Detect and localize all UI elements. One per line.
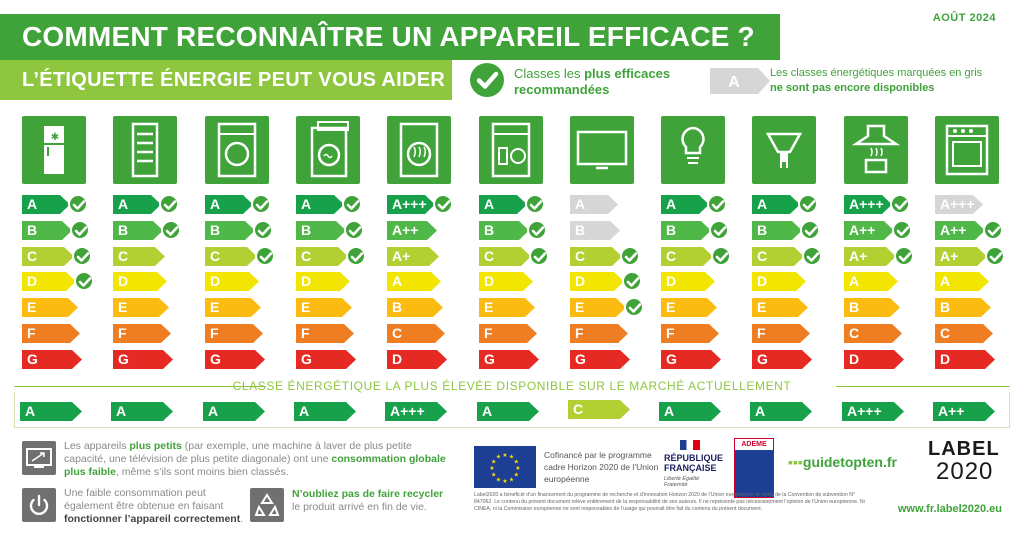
energy-class-bar xyxy=(113,272,167,291)
energy-class-bar xyxy=(296,324,354,343)
energy-class-bar xyxy=(387,195,435,214)
check-icon xyxy=(622,271,642,291)
energy-class-bar xyxy=(22,350,82,369)
check-icon xyxy=(161,220,181,240)
energy-class-label: A xyxy=(666,196,677,212)
washing-machine-icon xyxy=(205,116,269,184)
energy-class-label: C xyxy=(301,248,312,264)
check-icon xyxy=(529,246,549,266)
light-bulb-icon xyxy=(661,116,725,184)
energy-class-label: F xyxy=(757,325,766,341)
energy-class-label: B xyxy=(27,222,38,238)
energy-class-label: C xyxy=(849,325,860,341)
energy-class-bar xyxy=(661,221,711,240)
energy-class-label: F xyxy=(666,325,675,341)
tip-recycle: N’oubliez pas de faire recycler le produit arrivé en fin de vie. xyxy=(292,488,444,513)
check-icon xyxy=(525,194,545,214)
energy-class-bar xyxy=(387,350,447,369)
energy-class-label: C xyxy=(484,248,495,264)
energy-class-bar xyxy=(22,221,72,240)
check-icon xyxy=(344,220,364,240)
energy-class-label: C xyxy=(575,248,586,264)
energy-class-bar xyxy=(661,298,717,317)
energy-class-label: D xyxy=(392,351,403,367)
page-subtitle: L’ÉTIQUETTE ÉNERGIE PEUT VOUS AIDER xyxy=(0,60,452,100)
energy-class-bar xyxy=(387,272,441,291)
energy-class-bar xyxy=(296,350,356,369)
market-class-label: A xyxy=(664,403,675,419)
energy-class-label: A xyxy=(849,273,860,289)
eu-star: ★ xyxy=(502,453,508,459)
energy-class-label: E xyxy=(757,299,767,315)
energy-class-bar xyxy=(844,324,902,343)
check-icon xyxy=(800,220,820,240)
energy-class-bar xyxy=(205,350,265,369)
energy-class-bar xyxy=(296,298,352,317)
energy-class-bar xyxy=(205,298,261,317)
energy-class-label: G xyxy=(757,351,768,367)
check-icon xyxy=(346,246,366,266)
energy-class-label: E xyxy=(301,299,311,315)
tumble-dryer-icon xyxy=(387,116,451,184)
energy-class-label: C xyxy=(210,248,221,264)
energy-class-label: G xyxy=(666,351,677,367)
energy-class-bar xyxy=(479,272,533,291)
check-icon xyxy=(892,220,912,240)
date-label: AOÛT 2024 xyxy=(932,12,996,24)
market-class-label: A+++ xyxy=(390,403,425,419)
tip-smaller-appliances: Les appareils plus petits (par exemple, une machine à laver de plus petite capacité, une télévision de plus petite diagonale) ont une consommation globale plus faible, même s’ils sont moins bien classés. xyxy=(64,440,446,478)
eu-star: ★ xyxy=(515,466,521,472)
range-hood-icon xyxy=(844,116,908,184)
energy-class-bar xyxy=(935,298,991,317)
energy-class-label: F xyxy=(484,325,493,341)
wine-cooler-icon xyxy=(113,116,177,184)
energy-class-bar xyxy=(296,221,346,240)
energy-class-bar xyxy=(479,350,539,369)
energy-class-label: E xyxy=(210,299,220,315)
energy-class-label: B xyxy=(301,222,312,238)
website-link[interactable]: www.fr.label2020.eu xyxy=(897,503,1002,515)
energy-class-label: B xyxy=(940,299,951,315)
market-class-bar xyxy=(659,402,721,421)
check-icon xyxy=(894,246,914,266)
guidetopten-logo[interactable]: ▪▪▪guidetopten.fr xyxy=(788,454,897,470)
legend-unavailable: Les classes énergétiques marquées en gris ne sont pas encore disponibles xyxy=(770,67,983,94)
market-class-bar xyxy=(477,402,539,421)
check-icon xyxy=(255,246,275,266)
energy-class-label: E xyxy=(666,299,676,315)
check-icon xyxy=(470,63,504,97)
check-icon xyxy=(707,194,727,214)
legend-efficient: Classes les plus efficaces recommandées xyxy=(514,66,671,97)
energy-class-bar xyxy=(296,195,344,214)
energy-class-bar xyxy=(570,247,622,266)
energy-class-bar xyxy=(570,298,626,317)
energy-class-label: F xyxy=(118,325,127,341)
svg-text:✱: ✱ xyxy=(50,132,60,143)
energy-class-bar xyxy=(205,221,255,240)
energy-class-bar xyxy=(479,247,531,266)
check-icon xyxy=(802,246,822,266)
energy-class-label: A xyxy=(301,196,312,212)
energy-class-bar xyxy=(661,195,709,214)
energy-class-label: C xyxy=(118,248,129,264)
energy-class-bar xyxy=(22,247,74,266)
energy-class-bar xyxy=(935,324,993,343)
market-class-bar xyxy=(294,402,356,421)
energy-class-label: D xyxy=(484,273,495,289)
energy-class-label: G xyxy=(484,351,495,367)
energy-class-label: B xyxy=(484,222,495,238)
energy-class-bar xyxy=(844,272,898,291)
energy-class-bar xyxy=(752,195,800,214)
energy-class-label: C xyxy=(757,248,768,264)
check-icon xyxy=(251,194,271,214)
energy-class-bar xyxy=(113,298,169,317)
energy-class-bar xyxy=(752,221,802,240)
energy-class-label: F xyxy=(27,325,36,341)
energy-class-bar xyxy=(844,350,904,369)
market-class-bar xyxy=(385,402,447,421)
energy-class-label: G xyxy=(301,351,312,367)
market-class-label: C xyxy=(573,401,584,417)
energy-class-bar xyxy=(935,195,983,214)
check-icon xyxy=(527,220,547,240)
energy-class-bar xyxy=(661,350,721,369)
energy-class-bar xyxy=(844,195,892,214)
check-icon xyxy=(624,297,644,317)
energy-class-bar xyxy=(844,298,900,317)
energy-class-label: D xyxy=(27,273,38,289)
market-class-bar xyxy=(750,402,812,421)
energy-class-label: D xyxy=(575,273,586,289)
energy-class-label: A+++ xyxy=(849,196,884,212)
energy-class-bar xyxy=(22,324,80,343)
energy-class-label: A+ xyxy=(940,248,959,264)
market-class-label: A xyxy=(755,403,766,419)
eu-star: ★ xyxy=(508,477,515,484)
dishwasher-icon xyxy=(479,116,543,184)
eu-star: ★ xyxy=(502,479,508,485)
refrigerator-icon xyxy=(22,116,86,184)
energy-class-bar xyxy=(113,195,161,214)
eu-star: ★ xyxy=(508,454,515,461)
check-icon xyxy=(983,220,1003,240)
energy-class-label: D xyxy=(757,273,768,289)
energy-class-bar xyxy=(387,247,439,266)
market-caption: CLASSE ÉNERGÉTIQUE LA PLUS ÉLEVÉE DISPONIBLE SUR LE MARCHÉ ACTUELLEMENT xyxy=(232,379,792,393)
energy-class-bar xyxy=(752,272,806,291)
energy-class-label: D xyxy=(940,351,951,367)
energy-class-bar xyxy=(205,247,257,266)
energy-class-bar xyxy=(296,272,350,291)
energy-class-label: A++ xyxy=(392,222,419,238)
eu-star: ★ xyxy=(495,477,502,484)
energy-class-label: A xyxy=(210,196,221,212)
market-class-label: A xyxy=(299,403,310,419)
screen-size-icon xyxy=(22,441,56,475)
energy-class-bar xyxy=(479,195,527,214)
eu-star: ★ xyxy=(513,459,519,466)
energy-class-bar xyxy=(479,324,537,343)
check-icon xyxy=(620,246,640,266)
energy-class-bar xyxy=(113,221,163,240)
check-icon xyxy=(798,194,818,214)
eu-star: ★ xyxy=(495,454,502,461)
energy-class-bar xyxy=(22,195,70,214)
energy-class-bar xyxy=(661,247,713,266)
energy-class-label: A xyxy=(27,196,38,212)
energy-class-bar xyxy=(387,298,443,317)
svg-text:A: A xyxy=(728,74,740,91)
energy-class-label: B xyxy=(575,222,586,238)
check-icon xyxy=(68,194,88,214)
energy-class-label: G xyxy=(210,351,221,367)
energy-class-bar xyxy=(479,221,529,240)
tip-proper-use: Une faible consommation peut également être obtenue en faisant fonctionner l’appareil correctement. xyxy=(64,487,244,525)
energy-class-bar xyxy=(570,195,618,214)
energy-class-bar xyxy=(387,324,445,343)
energy-class-bar xyxy=(205,195,253,214)
energy-class-label: E xyxy=(575,299,585,315)
energy-class-label: G xyxy=(118,351,129,367)
market-class-bar xyxy=(111,402,173,421)
market-class-bar xyxy=(20,402,82,421)
energy-class-label: A xyxy=(118,196,129,212)
market-class-label: A++ xyxy=(938,403,965,419)
energy-class-label: C xyxy=(392,325,403,341)
check-icon xyxy=(890,194,910,214)
energy-class-bar xyxy=(570,350,630,369)
energy-class-bar xyxy=(113,324,171,343)
market-class-label: A xyxy=(482,403,493,419)
check-icon xyxy=(342,194,362,214)
energy-class-bar xyxy=(752,298,808,317)
energy-class-label: B xyxy=(849,299,860,315)
eu-star: ★ xyxy=(491,472,497,479)
energy-class-label: A xyxy=(575,196,586,212)
market-class-bar xyxy=(203,402,265,421)
energy-class-label: B xyxy=(392,299,403,315)
energy-class-label: B xyxy=(757,222,768,238)
disclaimer-text: Label2020 a bénéficié d’un financement du programme de recherche et d’innovation Horizon 2020 de l’Union européenne en vertu de la Convention de subvention N° 847062. Le contenu du présent document relève entièrement de la responsabilité de ses auteurs. Il ne représente pas nécessairement l’opinion de l’Union européenne. Ni CINEA, ni la Commission européenne ne sont responsables de l’usage qui pourrait être fait du contenu du présent document. xyxy=(474,492,865,512)
check-icon xyxy=(253,220,273,240)
spotlight-bulb-icon xyxy=(752,116,816,184)
energy-class-label: C xyxy=(666,248,677,264)
energy-class-bar xyxy=(661,324,719,343)
power-icon xyxy=(22,488,56,522)
energy-class-bar xyxy=(935,247,987,266)
energy-class-bar xyxy=(113,350,173,369)
energy-class-label: A++ xyxy=(849,222,876,238)
energy-class-label: D xyxy=(849,351,860,367)
check-icon xyxy=(985,246,1005,266)
market-class-label: A xyxy=(25,403,36,419)
eu-star: ★ xyxy=(513,472,519,479)
check-icon xyxy=(70,220,90,240)
energy-class-label: B xyxy=(666,222,677,238)
energy-class-label: A xyxy=(757,196,768,212)
recycle-icon xyxy=(250,488,284,522)
energy-class-bar xyxy=(935,350,995,369)
market-class-bar xyxy=(842,402,904,421)
energy-class-label: A+ xyxy=(849,248,868,264)
energy-class-bar xyxy=(752,350,812,369)
energy-class-label: A+++ xyxy=(940,196,975,212)
check-icon xyxy=(433,194,453,214)
energy-class-bar xyxy=(113,247,165,266)
check-icon xyxy=(74,271,94,291)
energy-class-bar xyxy=(661,272,715,291)
energy-class-bar xyxy=(22,298,78,317)
energy-class-label: A xyxy=(940,273,951,289)
energy-class-label: C xyxy=(940,325,951,341)
energy-class-bar xyxy=(387,221,437,240)
energy-class-bar xyxy=(935,221,985,240)
eu-star: ★ xyxy=(491,459,497,466)
energy-class-label: A+ xyxy=(392,248,411,264)
energy-class-label: E xyxy=(27,299,37,315)
republique-motto: Liberté Égalité Fraternité xyxy=(664,476,700,488)
energy-class-label: C xyxy=(27,248,38,264)
energy-class-bar xyxy=(570,221,620,240)
energy-class-label: G xyxy=(575,351,586,367)
energy-class-bar xyxy=(205,272,259,291)
check-icon xyxy=(159,194,179,214)
market-class-label: A xyxy=(208,403,219,419)
market-class-bar xyxy=(568,400,630,419)
check-icon xyxy=(709,220,729,240)
market-class-label: A xyxy=(116,403,127,419)
energy-class-label: D xyxy=(118,273,129,289)
energy-class-label: E xyxy=(484,299,494,315)
legend-grey-class-sample xyxy=(710,68,770,94)
television-icon xyxy=(570,116,634,184)
washer-dryer-icon xyxy=(296,116,360,184)
oven-icon xyxy=(935,116,999,184)
energy-class-label: D xyxy=(666,273,677,289)
energy-class-bar xyxy=(844,221,894,240)
energy-class-label: B xyxy=(210,222,221,238)
eu-star: ★ xyxy=(489,466,495,472)
energy-class-label: D xyxy=(210,273,221,289)
energy-class-bar xyxy=(570,324,628,343)
energy-class-bar xyxy=(752,247,804,266)
energy-class-bar xyxy=(935,272,989,291)
energy-class-bar xyxy=(296,247,348,266)
eu-flag-logo xyxy=(474,446,536,488)
energy-class-bar xyxy=(570,272,624,291)
energy-class-label: B xyxy=(118,222,129,238)
check-icon xyxy=(711,246,731,266)
energy-class-label: D xyxy=(301,273,312,289)
energy-class-label: A xyxy=(484,196,495,212)
energy-class-label: A+++ xyxy=(392,196,427,212)
energy-class-label: F xyxy=(301,325,310,341)
energy-class-bar xyxy=(479,298,535,317)
energy-class-label: F xyxy=(210,325,219,341)
energy-class-label: A++ xyxy=(940,222,967,238)
energy-class-bar xyxy=(752,324,810,343)
market-class-bar xyxy=(933,402,995,421)
market-class-label: A+++ xyxy=(847,403,882,419)
page-title: COMMENT RECONNAÎTRE UN APPAREIL EFFICACE ? xyxy=(0,14,780,60)
label2020-logo: LABEL 2020 xyxy=(928,438,1000,485)
energy-class-bar xyxy=(22,272,76,291)
ademe-logo: ADEME xyxy=(734,438,774,498)
energy-class-label: A xyxy=(392,273,403,289)
energy-class-bar xyxy=(205,324,263,343)
energy-class-label: E xyxy=(118,299,128,315)
energy-class-label: G xyxy=(27,351,38,367)
energy-class-label: F xyxy=(575,325,584,341)
check-icon xyxy=(72,246,92,266)
republique-francaise-text: RÉPUBLIQUE FRANÇAISE xyxy=(664,453,724,473)
energy-class-bar xyxy=(844,247,896,266)
eu-funding-text: Cofinancé par le programme cadre Horizon 2020 de l’Union européenne xyxy=(544,450,659,484)
